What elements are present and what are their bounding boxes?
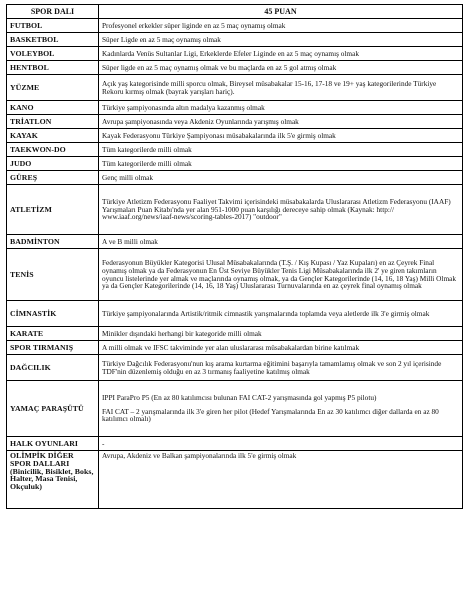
sport-name: VOLEYBOL (7, 47, 99, 61)
table-row (7, 115, 463, 129)
criteria-text: A milli olmak ve IFSC takviminde yer alan uluslararası müsabakalardan birine katılmak (99, 341, 463, 355)
sport-name: KANO (7, 101, 99, 115)
header-sport-branch: SPOR DALI (7, 5, 99, 19)
header-points: 45 PUAN (99, 5, 463, 19)
table-row (7, 61, 463, 75)
sport-name: TRİATLON (7, 115, 99, 129)
sports-points-table (6, 4, 463, 509)
criteria-text: Tüm kategorilerde milli olmak (99, 143, 463, 157)
sport-name: KARATE (7, 327, 99, 341)
sport-name: HALK OYUNLARI (7, 437, 99, 451)
sport-name: SPOR TIRMANIŞ (7, 341, 99, 355)
table-row (7, 341, 463, 355)
sport-name: OLİMPİK DİĞER SPOR DALLARI (Binicilik, Bisiklet, Boks, Halter, Masa Tenisi, Okçuluk) (7, 451, 99, 509)
criteria-text: Süper Ligde en az 5 maç oynamış olmak (99, 33, 463, 47)
table-row (7, 143, 463, 157)
criteria-text: Federasyonun Büyükler Kategorisi Ulusal Müsabakalarında (T.Ş. / Kış Kupası / Yaz Kupaları) en az Çeyrek Final oynamış olmak ya da Federasyonun En Üst Seviye Büyükler Tenis Ligi Müsabakalarında ilk 2' ye giren takımların oyuncu listelerinde yer almak ve maçlarında oynamış olmak, ya da Gençler Kategorilerinde (14, 16, 18 Yaş) Milli Olmak ya da Gençler Kategorilerinde (14, 16, 18 Yaş) Uluslararası Turnuvalarında en az çeyrek final oynamış olmak (99, 249, 463, 301)
sport-name: YAMAÇ PARAŞÜTÜ (7, 381, 99, 437)
sport-name: ATLETİZM (7, 185, 99, 235)
sport-name: FUTBOL (7, 19, 99, 33)
criteria-text: A ve B milli olmak (99, 235, 463, 249)
criteria-text: Türkiye Atletizm Federasyonu Faaliyet Takvimi içerisindeki müsabakalarda Uluslararası Atletizm Federasyonu (IAAF) Yarışmaları Puan Kitabı'nda yer alan 951-1000 puan karşılığı dereceye sahip olmak (Kaynak: http:// www.iaaf.org/news/iaaf-news/scoring-tables-2017) "outdoor" (99, 185, 463, 235)
table-row (7, 171, 463, 185)
criteria-text: Profesyonel erkekler süper liginde en az 5 maç oynamış olmak (99, 19, 463, 33)
criteria-text: Süper ligde en az 5 maç oynamış olmak ve bu maçlarda en az 5 gol atmış olmak (99, 61, 463, 75)
sport-name: HENTBOL (7, 61, 99, 75)
table-row (7, 129, 463, 143)
criteria-text: Kadınlarda Venüs Sultanlar Ligi, Erkeklerde Efeler Liginde en az 5 maç oynamış olmak (99, 47, 463, 61)
criteria-text: Avrupa şampiyonasında veya Akdeniz Oyunlarında yarışmış olmak (99, 115, 463, 129)
table-row (7, 185, 463, 235)
table-row (7, 381, 463, 437)
table-row (7, 33, 463, 47)
criteria-text: - (99, 437, 463, 451)
table-row (7, 157, 463, 171)
criteria-text: Türkiye şampiyonalarında Artistik/ritmik cimnastik yarışmalarında toplamda veya aletlerde ilk 3'e girmiş olmak (99, 301, 463, 327)
criteria-text: Tüm kategorilerde milli olmak (99, 157, 463, 171)
table-row (7, 437, 463, 451)
sport-name: JUDO (7, 157, 99, 171)
criteria-text-part-1: IPPI ParaPro P5 (En az 80 katılımcısı bulunan FAI CAT-2 yarışmasında gol yapmış P5 pilotu) (102, 392, 377, 402)
sport-name: BADMİNTON (7, 235, 99, 249)
criteria-text: Genç milli olmak (99, 171, 463, 185)
table-row (7, 47, 463, 61)
criteria-text: Açık yaş kategorisinde milli sporcu olmak, Bireysel müsabakalar 15-16, 17-18 ve 19+ yaş kategorilerinde Türkiye Rekoru kırmış olmak (bayrak yarışları hariç). (99, 75, 463, 101)
criteria-text: Türkiye Dağcılık Federasyonu'nun kış arama kurtarma eğitimini başarıyla tamamlamış olmak ve son 2 yıl içerisinde TDF'nin düzenlemiş olduğu en az 3 tırmanış faaliyetine katılmış olmak (99, 355, 463, 381)
table-header-row (7, 5, 463, 19)
sport-name: BASKETBOL (7, 33, 99, 47)
table-row (7, 101, 463, 115)
table-row (7, 19, 463, 33)
criteria-text: Avrupa, Akdeniz ve Balkan şampiyonalarında ilk 5'e girmiş olmak (99, 451, 463, 509)
criteria-text (99, 381, 463, 437)
sport-name: GÜREŞ (7, 171, 99, 185)
table-row (7, 355, 463, 381)
criteria-text: Kayak Federasyonu Türkiye Şampiyonası müsabakalarında ilk 5'e girmiş olmak (99, 129, 463, 143)
criteria-text: Türkiye şampiyonasında altın madalya kazanmış olmak (99, 101, 463, 115)
table-row (7, 249, 463, 301)
sport-name: DAĞCILIK (7, 355, 99, 381)
table-row (7, 451, 463, 509)
sport-name: CİMNASTİK (7, 301, 99, 327)
criteria-text-part-2: FAI CAT – 2 yarışmalarında ilk 3'e giren her pilot (Hedef Yarışmalarında En az 30 katılımcı diğer dallarda en az 80 katılımcı olmalı) (102, 406, 439, 424)
table-row (7, 327, 463, 341)
table-row (7, 301, 463, 327)
sport-name: KAYAK (7, 129, 99, 143)
sport-name: YÜZME (7, 75, 99, 101)
table-row (7, 75, 463, 101)
sport-name: TENİS (7, 249, 99, 301)
criteria-text: Minikler dışındaki herhangi bir kategoride milli olmak (99, 327, 463, 341)
table-row (7, 235, 463, 249)
sport-name: TAEKWON-DO (7, 143, 99, 157)
